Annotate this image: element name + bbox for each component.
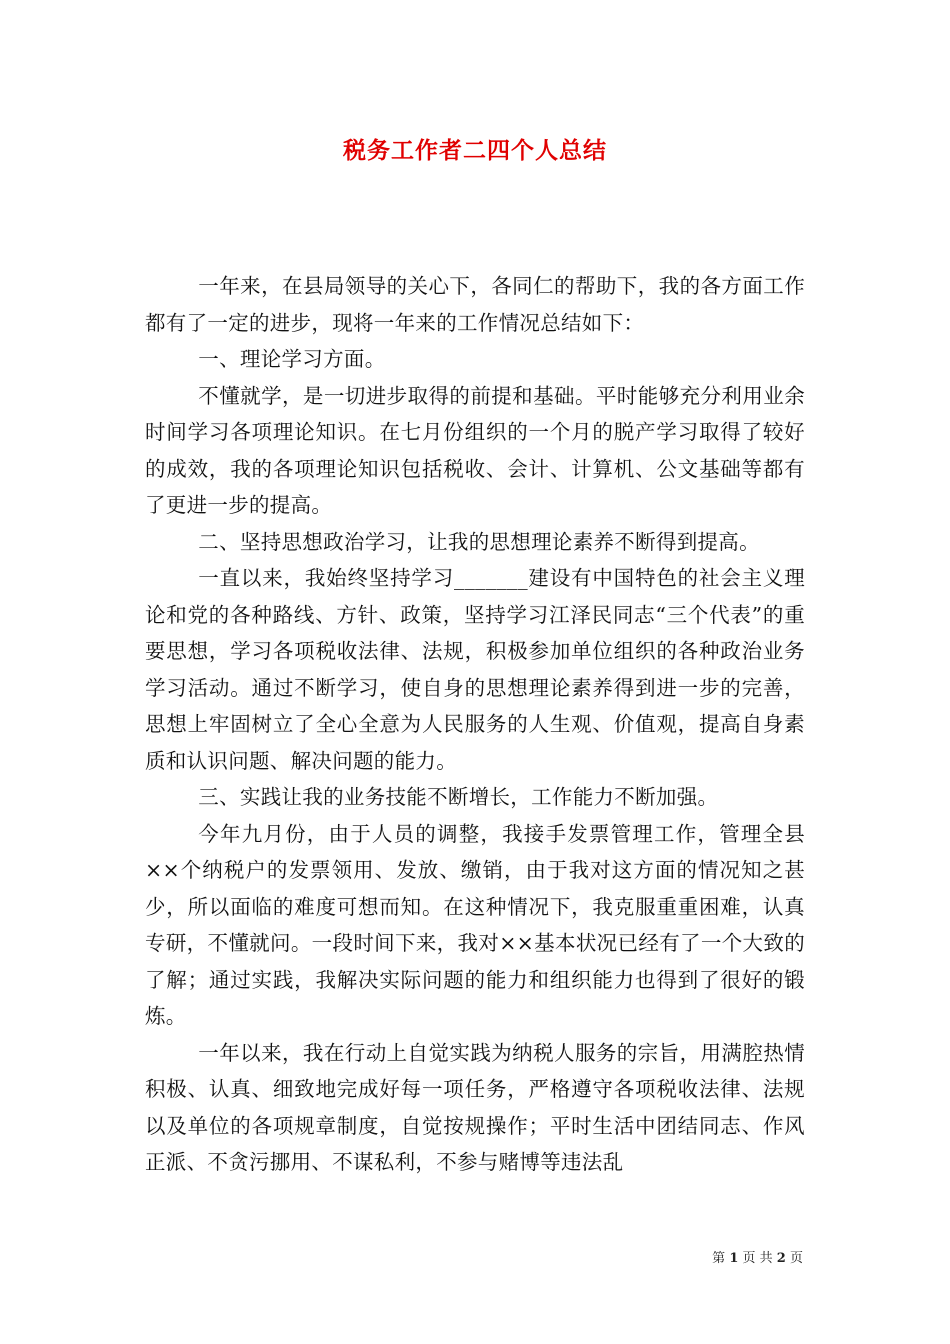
footer-middle: 页 共 xyxy=(742,1251,773,1266)
paragraph-intro: 一年来，在县局领导的关心下，各同仁的帮助下，我的各方面工作都有了一定的进步，现将一年来的工作情况总结如下： xyxy=(145,274,805,335)
section-heading-theory: 一、理论学习方面。 xyxy=(198,347,386,371)
footer-total-pages: 2 xyxy=(776,1251,786,1266)
paragraph-conduct: 一年以来，我在行动上自觉实践为纳税人服务的宗旨，用满腔热情积极、认真、细致地完成好每一项任务，严格遵守各项税收法律、法规以及单位的各项规章制度，自觉按规操作；平时生活中团结同志、作风正派、不贪污挪用、不谋私利，不参与赌博等违法乱 xyxy=(145,1040,805,1174)
footer-suffix: 页 xyxy=(789,1251,803,1266)
footer-prefix: 第 xyxy=(712,1251,726,1266)
document-title: 税务工作者二四个人总结 xyxy=(343,137,607,164)
paragraph-politics: 一直以来，我始终坚持学习_______建设有中国特色的社会主义理论和党的各种路线、方针、政策，坚持学习江泽民同志“三个代表”的重要思想，学习各项税收法律、法规，积极参加单位组织的各种政治业务学习活动。通过不断学习，使自身的思想理论素养得到进一步的完善，思想上牢固树立了全心全意为人民服务的人生观、价值观，提高自身素质和认识问题、解决问题的能力。 xyxy=(145,566,805,773)
page-number-footer xyxy=(712,1247,803,1266)
paragraph-practice: 今年九月份，由于人员的调整，我接手发票管理工作，管理全县××个纳税户的发票领用、发放、缴销，由于我对这方面的情况知之甚少，所以面临的难度可想而知。在这种情况下，我克服重重困难，认真专研，不懂就问。一段时间下来，我对××基本状况已经有了一个大致的了解；通过实践，我解决实际问题的能力和组织能力也得到了很好的锻炼。 xyxy=(145,821,805,1028)
document-body xyxy=(145,268,805,1181)
section-heading-politics: 二、坚持思想政治学习，让我的思想理论素养不断得到提高。 xyxy=(198,529,760,554)
paragraph-theory: 不懂就学，是一切进步取得的前提和基础。平时能够充分利用业余时间学习各项理论知识。在七月份组织的一个月的脱产学习取得了较好的成效，我的各项理论知识包括税收、会计、计算机、公文基础等都有了更进一步的提高。 xyxy=(145,383,805,517)
section-heading-practice: 三、实践让我的业务技能不断增长，工作能力不断加强。 xyxy=(198,785,719,809)
footer-current-page: 1 xyxy=(729,1251,739,1266)
